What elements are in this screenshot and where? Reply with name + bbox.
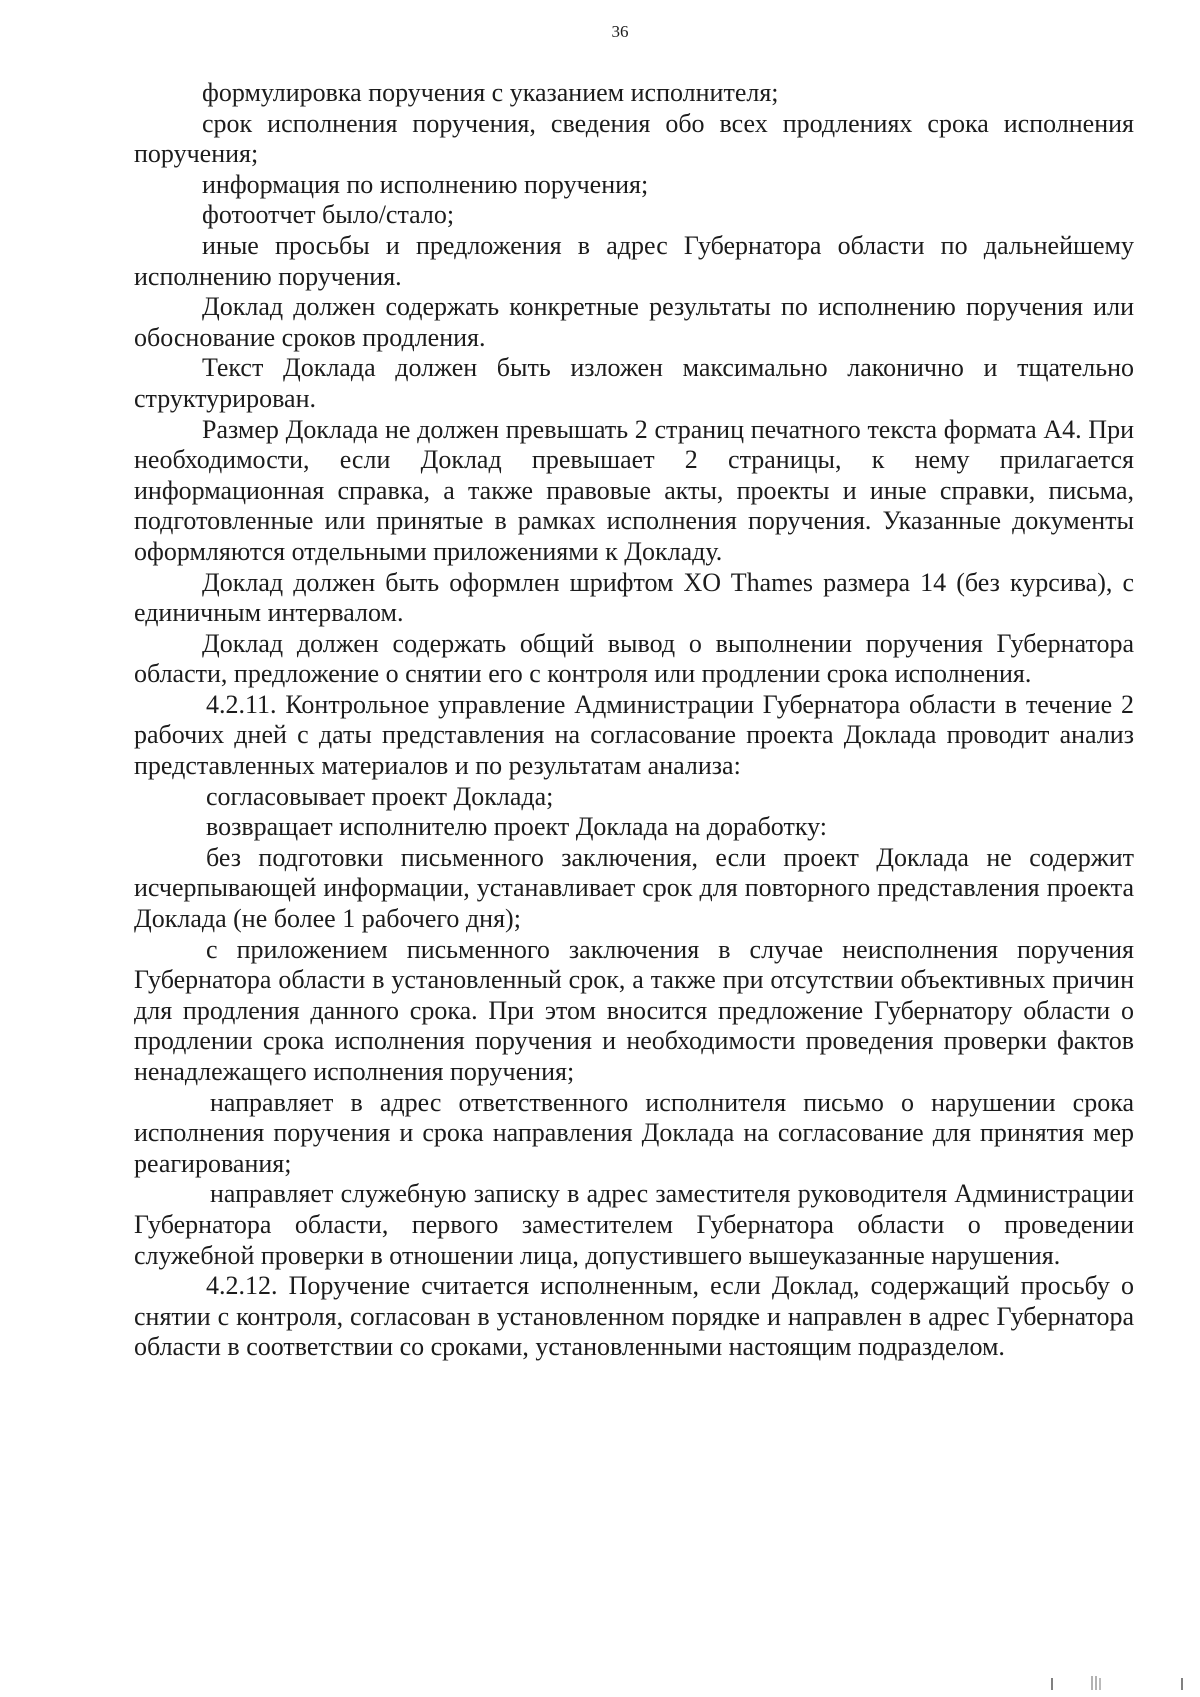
paragraph-returns: возвращает исполнителю проект Доклада на доработку: [206,812,827,842]
paragraph-report-font: Доклад должен быть оформлен шрифтом XO Thames размера 14 (без курсива), с единичным интервалом. [134,567,1134,628]
paragraph-report-results: Доклад должен содержать конкретные результаты по исполнению поручения или обоснование сроков продления. [134,292,1134,352]
paragraph-deadline: срок исполнения поручения, сведения обо всех продлениях срока исполнения поручения; [134,108,1134,169]
paragraph-report-conclusion: Доклад должен содержать общий вывод о выполнении поручения Губернатора области, предложение о снятии его с контроля или продлении срока исполнения. [134,628,1134,689]
paragraph-photo-report: фотоотчет было/стало; [202,200,455,230]
paragraph-section-4-2-11: 4.2.11. Контрольное управление Администрации Губернатора области в течение 2 рабочих дней с даты представления на согласование проекта Доклада проводит анализ представленных материалов и по результатам анализа: [134,689,1134,781]
paragraph-approves: согласовывает проект Доклада; [206,781,554,811]
page-number: 36 [611,22,629,41]
body-text [134,78,1134,1363]
paragraph-with-conclusion: с приложением письменного заключения в случае неисполнения поручения Губернатора области в установленный срок, а также при отсутствии объективных причин для продления данного срока. При этом вносится предложение Губернатору области о продлении срока исполнения поручения и необходимости проведения проверки фактов ненадлежащего исполнения поручения; [134,934,1134,1086]
paragraph-letter-violation: направляет в адрес ответственного исполнителя письмо о нарушении срока исполнения поручения и срока направления Доклада на согласование для принятия мер реагирования; [134,1087,1134,1178]
paragraph-execution-info: информация по исполнению поручения; [202,169,649,199]
paragraph-formulation: формулировка поручения с указанием исполнителя; [202,78,779,107]
scan-edge-marks [1040,1676,1190,1690]
paragraph-report-size: Размер Доклада не должен превышать 2 страниц печатного текста формата А4. При необходимости, если Доклад превышает 2 страницы, к нему прилагается информационная справка, а также правовые акты, проекты и иные справки, письма, подготовленные или принятые в рамках исполнения поручения. Указанные документы оформляются отдельными приложениями к Докладу. [134,414,1134,566]
paragraph-service-note: направляет служебную записку в адрес заместителя руководителя Администрации Губернатора области, первого заместителем Губернатора области о проведении служебной проверки в отношении лица, допустившего вышеуказанные нарушения. [134,1179,1134,1270]
paragraph-without-conclusion: без подготовки письменного заключения, если проект Доклада не содержит исчерпывающей информации, устанавливает срок для повторного представления проекта Доклада (не более 1 рабочего дня); [134,842,1134,934]
paragraph-report-concise: Текст Доклада должен быть изложен максимально лаконично и тщательно структурирован. [134,353,1134,413]
paragraph-other-requests: иные просьбы и предложения в адрес Губернатора области по дальнейшему исполнению поручения. [134,230,1134,291]
paragraph-section-4-2-12: 4.2.12. Поручение считается исполненным, если Доклад, содержащий просьбу о снятии с контроля, согласован в установленном порядке и направлен в адрес Губернатора области в соответствии со сроками, установленными настоящим подразделом. [134,1271,1134,1362]
